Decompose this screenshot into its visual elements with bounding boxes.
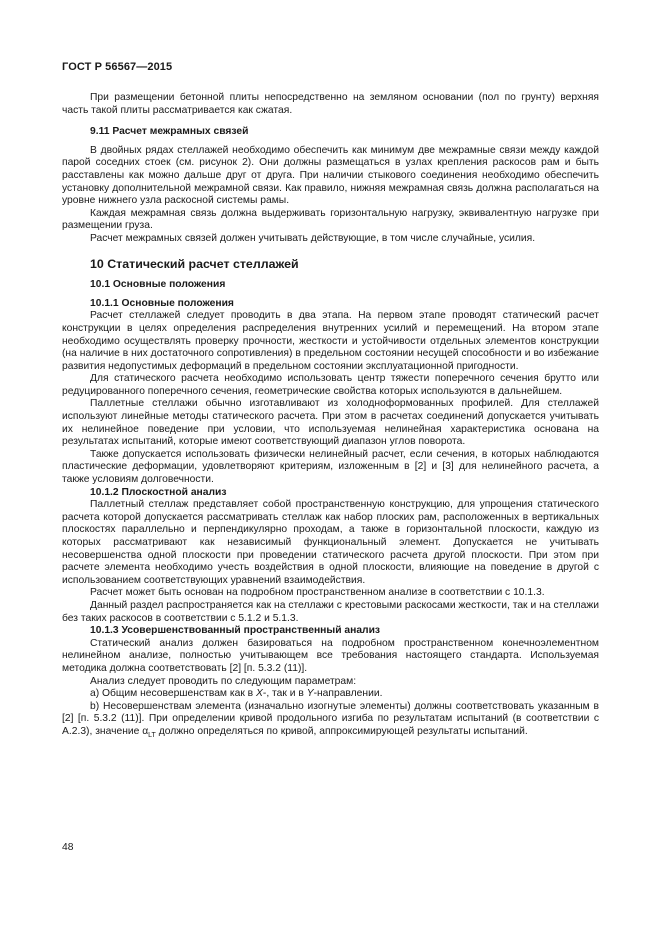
list-item-a-text-1: a) Общим несовершенствам как в <box>90 688 257 700</box>
page-number: 48 <box>62 842 74 853</box>
section-10-1-1-title: 10.1.1 Основные положения <box>90 297 234 309</box>
section-10-1-1-paragraph-1: Расчет стеллажей следует проводить в два этапа. На первом этапе проводят статический расчет конструкции в целях определения распределения внутренних усилий и перемещений. На втором этапе необходимо осуществлять проверку прочности, жесткости и устойчивости отдельных элементов конструкции (на наличие в них достаточного сопротивления) в предельном состоянии несущей способности и во избежание развития недопустимых деформаций в предельном состоянии эксплуатационной пригодности. <box>62 310 599 372</box>
section-10-1-3-title: 10.1.3 Усовершенствованный пространственный анализ <box>90 625 381 637</box>
section-10-1-3-paragraph-1: Статический анализ должен базироваться на подробном пространственном конечноэлементном нелинейном анализе, полностью учитывающем все требования настоящего стандарта. Используемая методика должна соответствовать [2] [п. 5.3.2 (11)]. <box>62 637 599 674</box>
section-10-1-2-paragraph-2: Расчет может быть основан на подробном пространственном анализе в соответствии с 10.1.3. <box>90 587 545 599</box>
axis-y-label: Y <box>306 688 314 700</box>
section-10-1-1-paragraph-4: Также допускается использовать физически нелинейный расчет, если сечения, в которых наблюдаются пластические деформации, удовлетворяют критериям, изложенным в [2] и [3] для нелинейного расчета, а также условиям долговечности. <box>62 448 599 486</box>
section-10-1-2-title: 10.1.2 Плоскостной анализ <box>90 486 227 498</box>
alpha-symbol: α <box>142 725 149 737</box>
section-10-1-title: 10.1 Основные положения <box>90 279 226 291</box>
section-9-11-paragraph-3: Расчет межрамных связей должен учитывать действующие, в том числе случайные, усилия. <box>90 232 536 244</box>
section-9-11-title: 9.11 Расчет межрамных связей <box>90 126 249 138</box>
section-10-1-3-paragraph-2: Анализ следует проводить по следующим параметрам: <box>90 675 357 687</box>
section-10-1-2-paragraph-3: Данный раздел распространяется как на стеллажи с крестовыми раскосами жесткости, так и на стеллажи без таких раскосов в соответствии с 5.1.2 и 5.1.3. <box>62 599 599 624</box>
list-item-b-text-1: b) Несовершенствам элемента (изначально изогнутые элементы) должны соответствовать указанным в [2] [п. 5.3.2 (11)]. При определении кривой продольного изгиба по результатам испытаний (в соответствии с А.2.3), значение <box>62 700 599 737</box>
section-10-1-2-paragraph-1: Паллетный стеллаж представляет собой пространственную конструкцию, для упрощения статического расчета которой допускается рассматривать стеллаж как набор плоских рам, расположенных в вертикальных плоскостях параллельно и перпендикулярно проходам, а также в горизонтальной плоскости, каждую из которых рассматривают как независимый функциональный элемент. Допускается не учитывать несовершенства одной плоскости при проведении статического расчета другой плоскости. При этом при расчете элемента необходимо учесть воздействия в одной плоскости, влияющие на поведение в другой с использованием соответствующих уравнений взаимодействия. <box>62 499 599 586</box>
section-10-1-1-paragraph-3: Паллетные стеллажи обычно изготавливают из холодноформованных профилей. Для стеллажей используют линейные методы статического расчета. При этом в расчетах соединений допускается учитывать их нелинейное поведение при условии, что используемая нелинейная характеристика основана на результатах испытаний, которые имеют соответствующий диапазон углов поворота. <box>62 398 599 448</box>
list-item-a-text-2: -, так и в <box>262 688 307 700</box>
list-item-a-text-3: -направлении. <box>313 688 383 700</box>
section-9-11-paragraph-1: В двойных рядах стеллажей необходимо обеспечить как минимум две межрамные связи между каждой парой соседних стоек (см. рисунок 2). Они должны размещаться в узлах крепления раскосов рам и быть расставлены как можно дальше друг от друга. При наличии стыкового соединения необходимо обеспечить установку дополнительной межрамной связи. Как правило, нижняя межрамная связь должна располагаться на уровне нижнего узла раскосной системы рамы. <box>62 144 599 207</box>
section-10-1-1-paragraph-2: Для статического расчета необходимо использовать центр тяжести поперечного сечения брутто или редуцированного поперечного сечения, геометрические свойства которых используются в дальнейшем. <box>62 373 599 397</box>
document-body <box>62 92 599 743</box>
alpha-subscript: LT <box>148 731 156 739</box>
list-item-b-text-2: должно определяться по кривой, аппроксимирующей результаты испытаний. <box>155 725 528 737</box>
list-item-b <box>62 701 599 743</box>
section-10-title: 10 Статический расчет стеллажей <box>90 256 299 271</box>
standard-header: ГОСТ Р 56567—2015 <box>62 61 173 73</box>
section-9-11-paragraph-2: Каждая межрамная связь должна выдерживать горизонтальную нагрузку, эквивалентную нагрузке при размещении груза. <box>62 207 599 232</box>
list-item-a <box>62 688 599 701</box>
axis-x-label: X <box>256 688 263 700</box>
paragraph-intro: При размещении бетонной плиты непосредственно на земляном основании (пол по грунту) верхняя часть такой плиты рассматривается как сжатая. <box>62 92 599 116</box>
